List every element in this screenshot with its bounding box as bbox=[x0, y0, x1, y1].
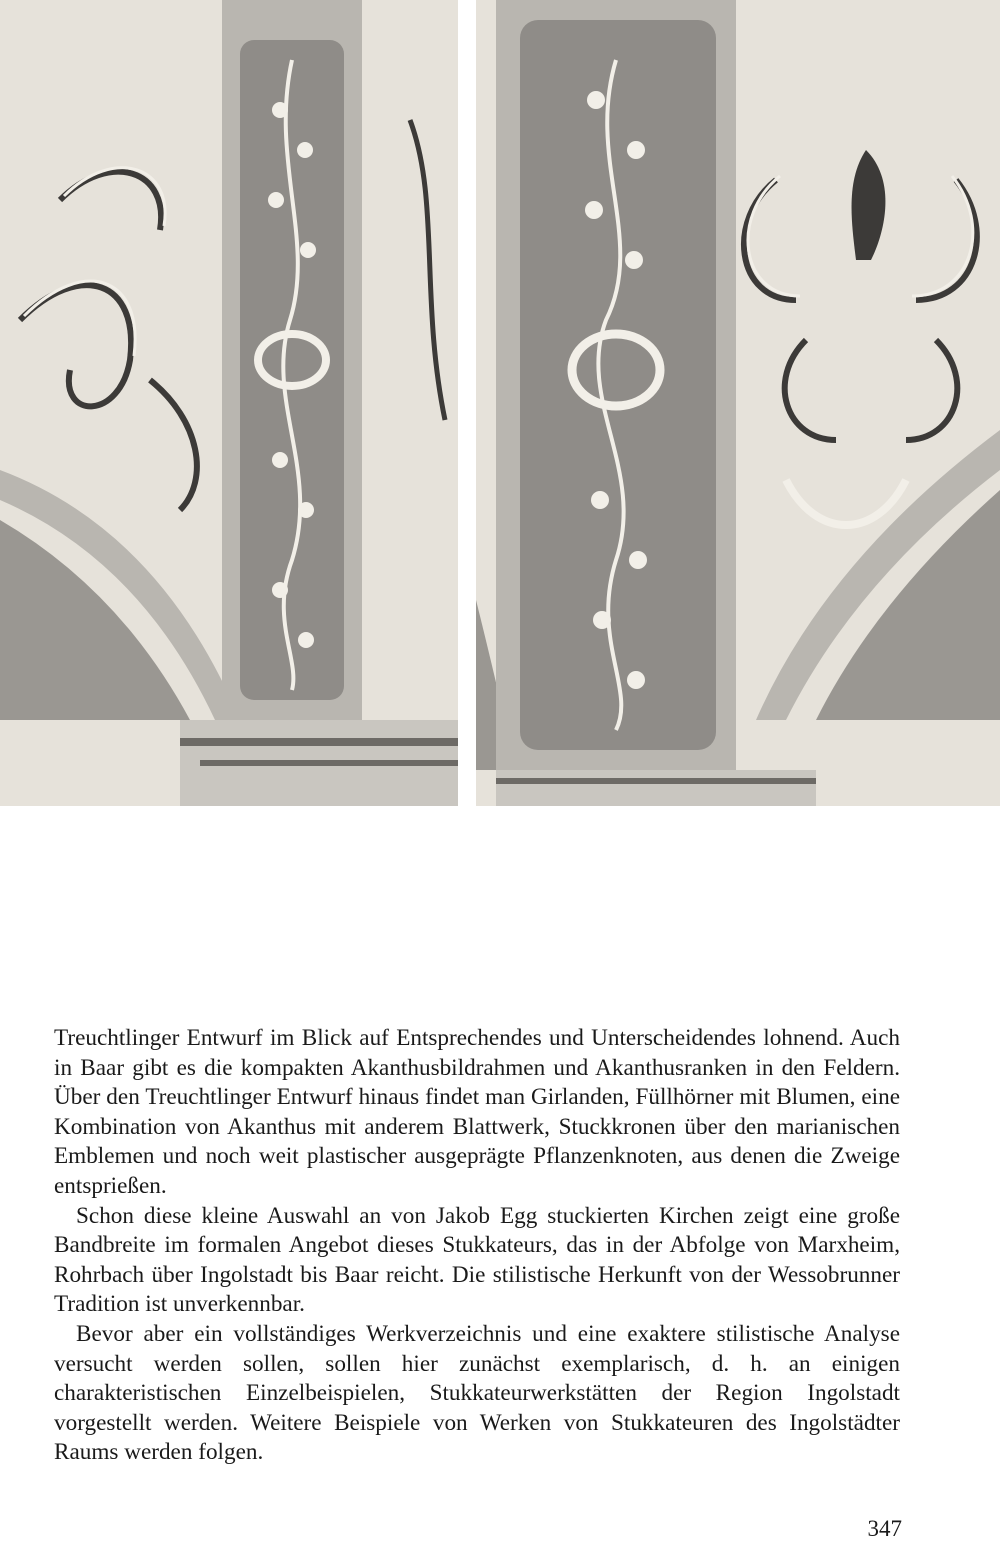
ornament-panel bbox=[240, 40, 344, 700]
base-molding-line bbox=[180, 738, 458, 746]
base-molding bbox=[496, 770, 816, 806]
paragraph: Treuchtlinger Entwurf im Blick auf Entsprechendes und Unterscheidendes lohnend. Auch in Baar gibt es die kompakten Akanthusbildrahmen und Akanthusranken in den Feldern. Über den Treuchtlinger Entwurf hinaus findet man Girlanden, Füllhörner mit Blumen, eine Kombination von Akanthus mit anderem Blattwerk, Stuckkronen über den marianischen Emblemen und noch weit plastischer ausgeprägte Pflanzenknoten, aus denen die Zweige entsprießen. bbox=[54, 1025, 900, 1199]
stucco-photo-right bbox=[476, 0, 1000, 806]
paragraph: Bevor aber ein vollständiges Werkverzeichnis und eine exaktere stilistische Analyse versucht werden sollen, sollen hier zunächst exemplarisch, d. h. an einigen charakteristischen Einzelbeispielen, Stukkateurwerkstätten der Region Ingolstadt vorgestellt werden. Weitere Beispiele von Werken von Stukkateuren des Ingolstädter Raums werden folgen. bbox=[54, 1320, 900, 1466]
base-molding-line bbox=[200, 760, 458, 766]
stucco-photo-left bbox=[0, 0, 458, 806]
paragraph: Schon diese kleine Auswahl an von Jakob Egg stuckierten Kirchen zeigt eine große Bandbreite im formalen Angebot dieses Stukkateurs, das in der Abfolge von Marxheim, Rohrbach über Ingolstadt bis Baar reicht. Die stilistische Herkunft von der Wessobrunner Tradition ist unverkennbar. bbox=[54, 1202, 900, 1318]
ornament-panel bbox=[520, 20, 716, 750]
body-text bbox=[54, 1024, 900, 1468]
base-molding-line bbox=[496, 778, 816, 784]
stucco-photo-right-drawing bbox=[476, 0, 1000, 806]
page-number: 347 bbox=[867, 1516, 902, 1541]
stucco-photo-left-drawing bbox=[0, 0, 458, 806]
